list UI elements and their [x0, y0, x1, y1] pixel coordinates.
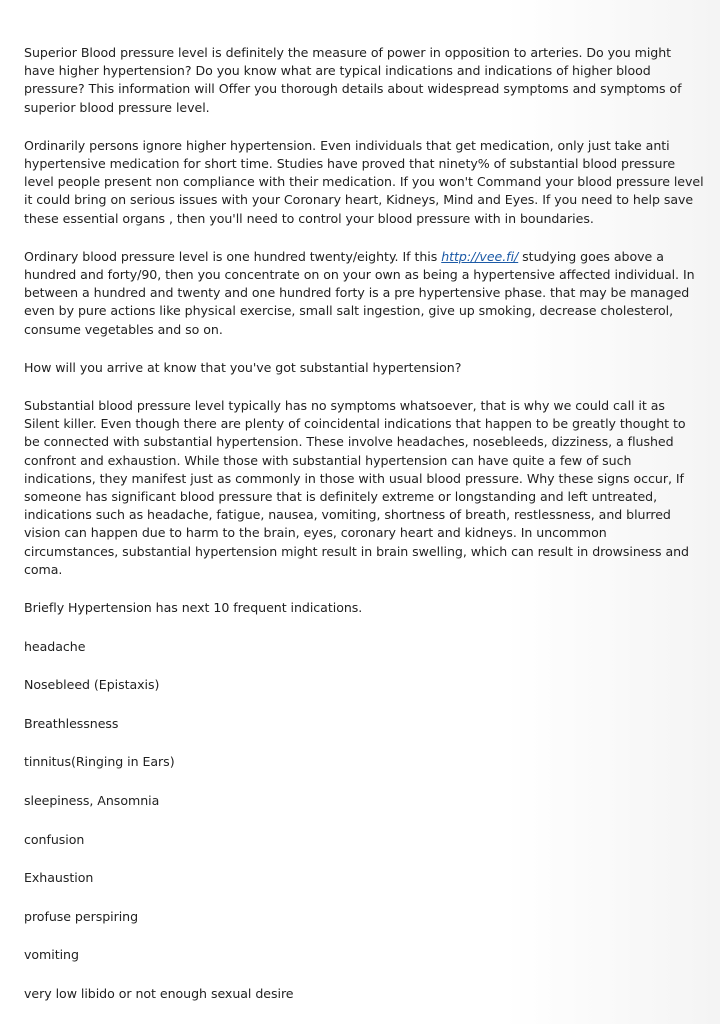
symptom-item: profuse perspiring: [24, 908, 139, 924]
normal-bp-text-end: studying goes above a hundred and forty/90, then you concentrate on on your own as being a hypertensive affected individual. In between a hundred and twenty and one hundred forty is a pre hypertensive phase. that may be managed even by pure actions like physical exercise, small salt ingestion, give up smoking, decrease cholesterol, consume vegetables and so on.: [24, 248, 695, 337]
symptom-item: confusion: [24, 831, 85, 847]
symptom-item: tinnitus(Ringing in Ears): [24, 754, 175, 770]
question-paragraph: How will you arrive at know that you've got substantial hypertension?: [24, 359, 462, 375]
summary-paragraph: Briefly Hypertension has next 10 frequent indications.: [24, 600, 363, 616]
article-body: [24, 44, 704, 1024]
symptom-item: very low libido or not enough sexual desire: [24, 986, 294, 1002]
symptoms-paragraph: Substantial blood pressure level typically has no symptoms whatsoever, that is why we could call it as Silent killer. Even though there are plenty of coincidental indications that happen to be greatly thought to be connected with substantial hypertension. These involve headaches, nosebleeds, dizziness, a flushed confront and exhaustion. While those with substantial hypertension can have quite a few of such indications, they manifest just as commonly in those with usual blood pressure. Why these signs occur, If someone has significant blood pressure that is definitely extreme or longstanding and left untreated, indications such as headache, fatigue, nausea, vomiting, shortness of breath, restlessness, and blurred vision can happen due to harm to the brain, eyes, coronary heart and kidneys. In uncommon circumstances, substantial hypertension might result in brain swelling, which can result in drowsiness and coma.: [24, 398, 690, 577]
ignore-paragraph: Ordinarily persons ignore higher hypertension. Even individuals that get medication, only just take anti hypertensive medication for short time. Studies have proved that ninety% of substantial blood pressure level people present non compliance with their medication. If you won't Command your blood pressure level it could bring on serious issues with your Coronary heart, Kidneys, Mind and Eyes. If you need to help save these essential organs , then you'll need to control your blood pressure with in boundaries.: [24, 137, 704, 226]
symptom-item: vomiting: [24, 947, 79, 963]
normal-bp-text-start: Ordinary blood pressure level is one hundred twenty/eighty. If this: [24, 248, 442, 264]
intro-paragraph: Superior Blood pressure level is definitely the measure of power in opposition to arteries. Do you might have higher hypertension? Do you know what are typical indications and indications of higher blood pressure? This information will Offer you thorough details about widespread symptoms and symptoms of superior blood pressure level.: [24, 45, 682, 115]
symptom-item: Breathlessness: [24, 715, 119, 731]
symptom-item: Nosebleed (Epistaxis): [24, 677, 160, 693]
symptom-item: sleepiness, Ansomnia: [24, 793, 160, 809]
symptom-item: headache: [24, 638, 86, 654]
normal-bp-paragraph: [24, 248, 704, 339]
symptom-item: Exhaustion: [24, 870, 94, 886]
vee-fi-link[interactable]: http://vee.fi/: [441, 248, 519, 264]
